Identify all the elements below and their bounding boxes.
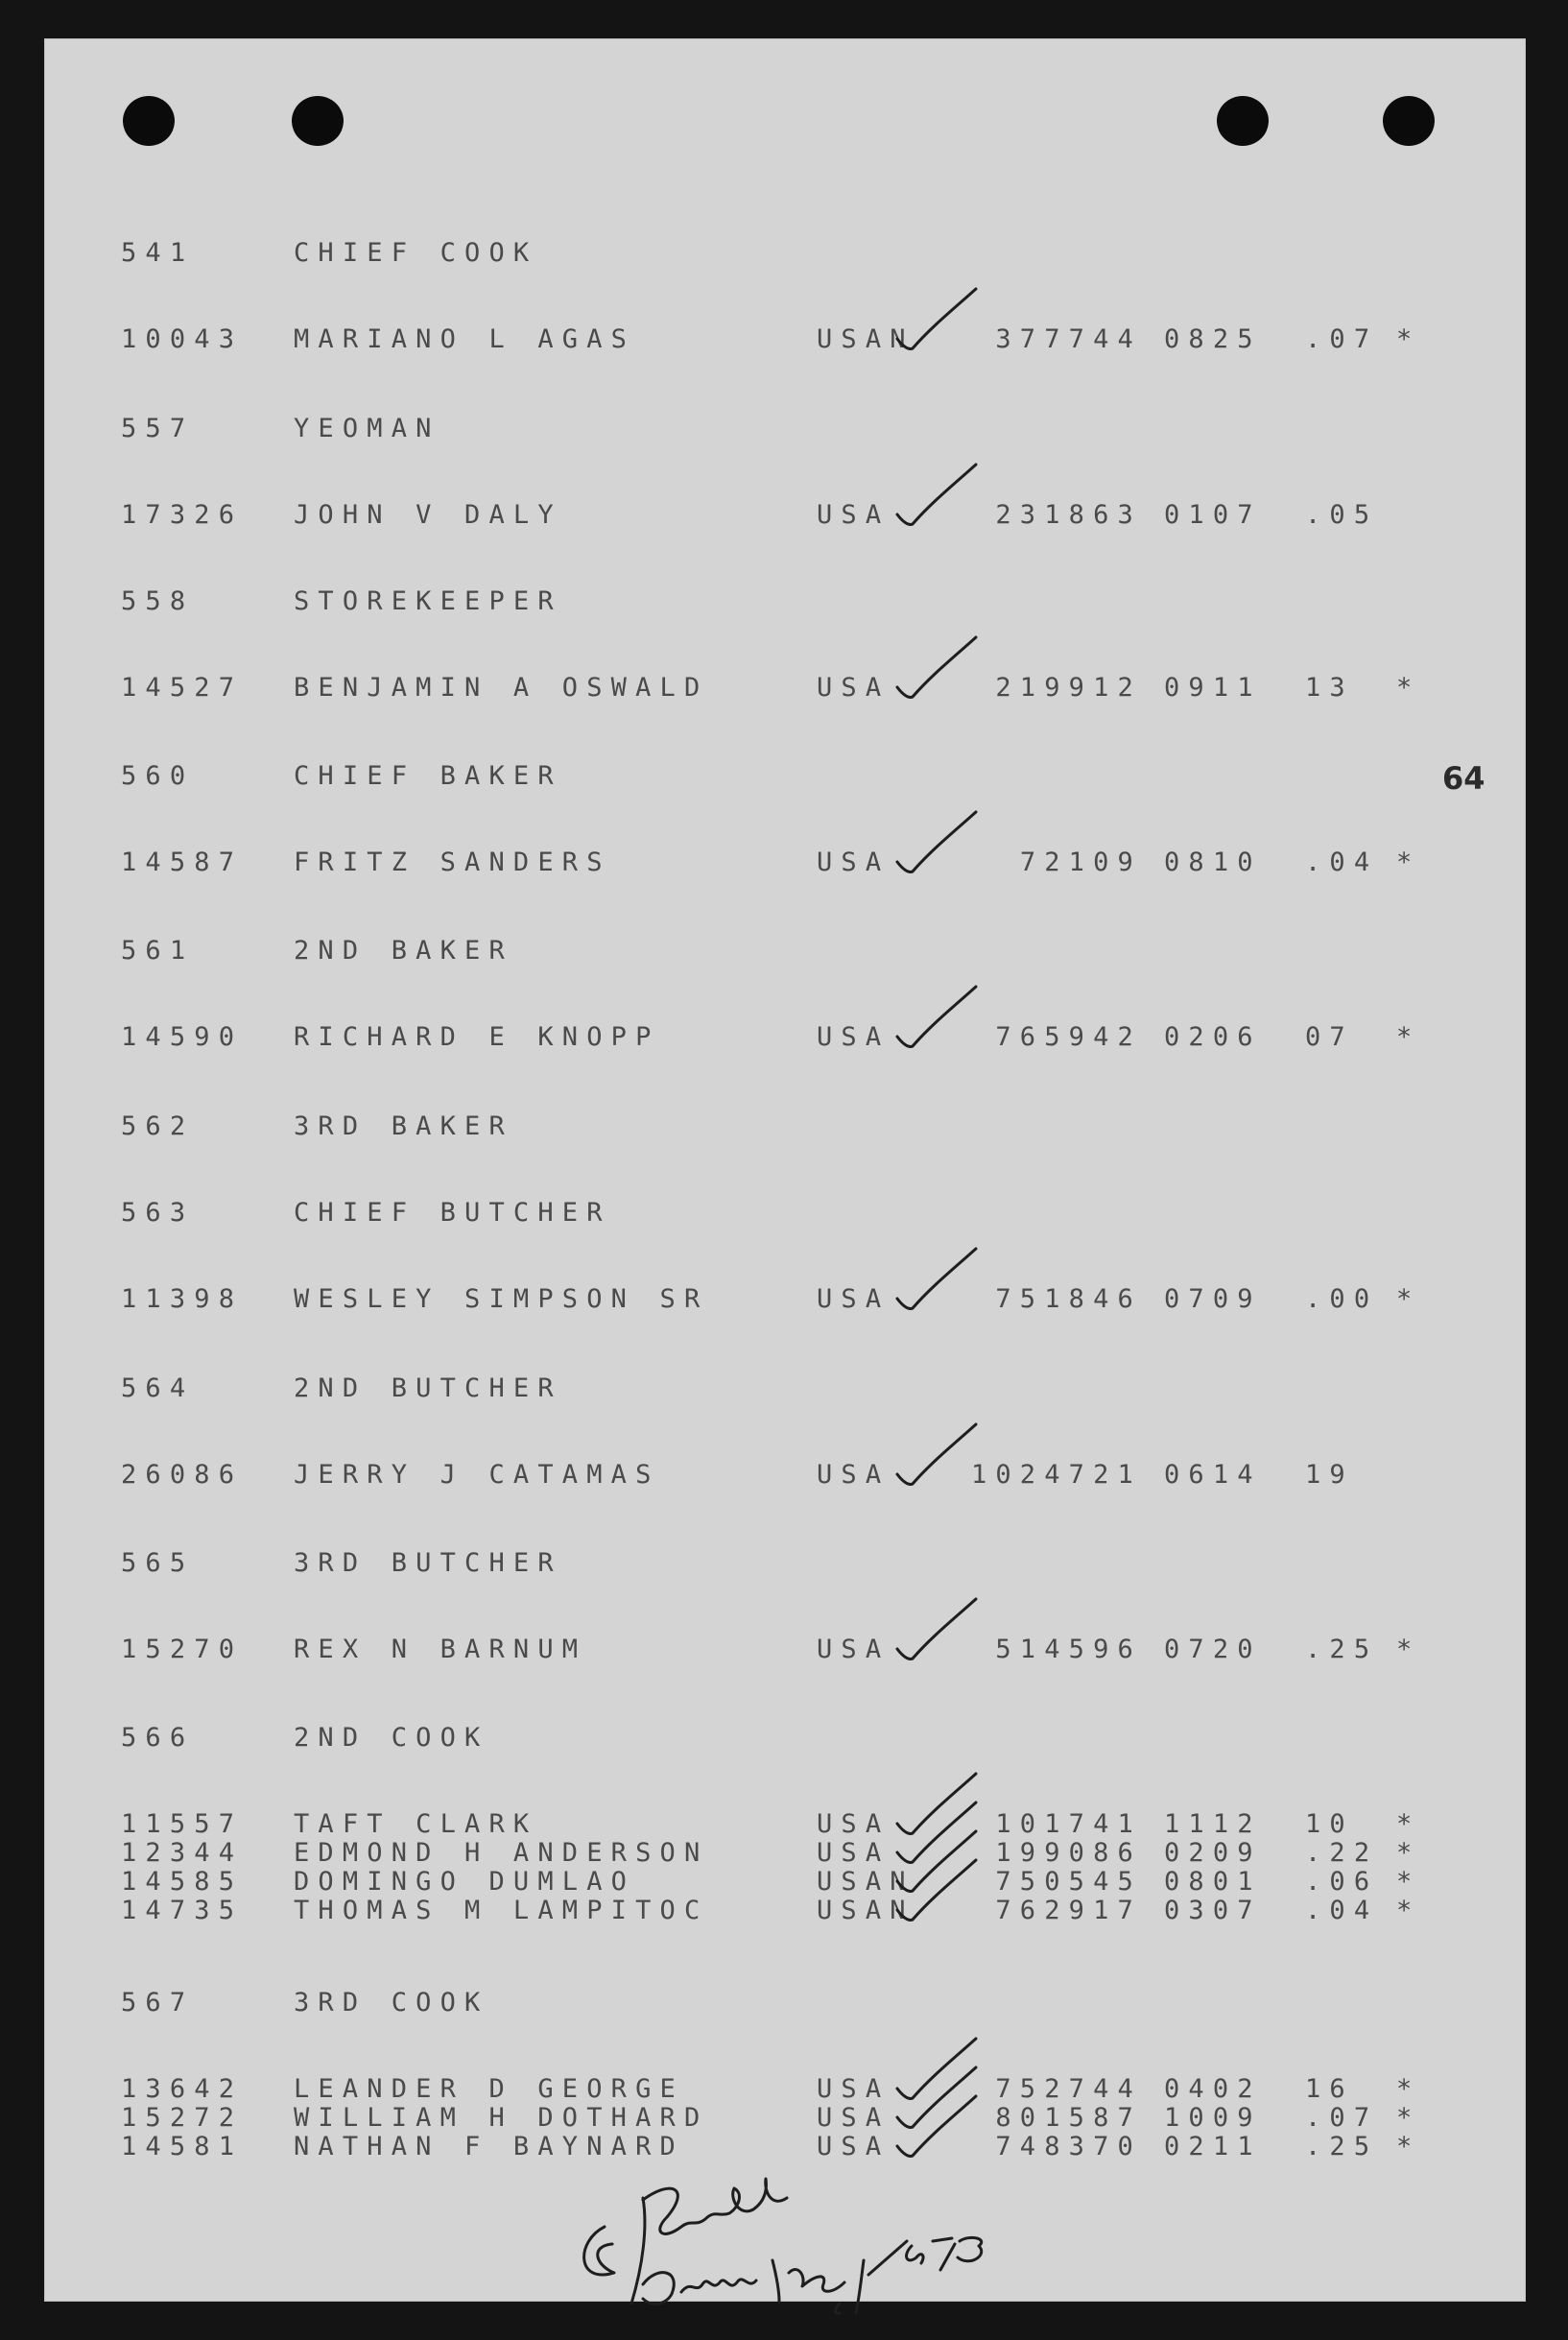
section-title: 3RD COOK (294, 1988, 489, 2018)
section-code: 564 (121, 1373, 195, 1403)
employee-id: 14585 (121, 1867, 244, 1897)
employee-name: REX N BARNUM (294, 1635, 587, 1664)
section-code: 562 (121, 1111, 195, 1141)
record-number: 101741 (995, 1809, 1142, 1839)
checkmark-icon (893, 459, 980, 531)
value: .04 (1305, 848, 1379, 877)
asterisk-mark: * (1396, 2074, 1421, 2104)
record-number: 762917 (995, 1896, 1142, 1925)
section-code: 558 (121, 586, 195, 616)
record-number: 377744 (995, 324, 1142, 354)
section-title: 2ND BAKER (294, 936, 513, 966)
section-title: 3RD BAKER (294, 1111, 513, 1141)
section-title: 2ND BUTCHER (294, 1373, 562, 1403)
citizenship: USAN (817, 324, 915, 354)
asterisk-mark: * (1396, 1635, 1421, 1664)
employee-name: DOMINGO DUMLAO (294, 1867, 636, 1897)
employee-id: 15272 (121, 2103, 244, 2133)
punch-hole (1217, 96, 1269, 146)
section-code: 563 (121, 1198, 195, 1228)
asterisk-mark: * (1396, 2103, 1421, 2133)
page-number: 64 (1442, 760, 1485, 797)
employee-name: MARIANO L AGAS (294, 324, 636, 354)
employee-name: JOHN V DALY (294, 500, 562, 530)
date-code: 0810 (1164, 848, 1262, 877)
document-page (44, 38, 1526, 2302)
section-code: 560 (121, 761, 195, 791)
citizenship: USA (817, 2132, 891, 2161)
citizenship: USA (817, 673, 891, 703)
value: .07 (1305, 2103, 1379, 2133)
employee-id: 14590 (121, 1022, 244, 1052)
section-title: YEOMAN (294, 414, 440, 443)
citizenship: USA (817, 848, 891, 877)
asterisk-mark: * (1396, 1838, 1421, 1868)
employee-name: TAFT CLARK (294, 1809, 538, 1839)
section-code: 566 (121, 1723, 195, 1753)
value: 13 (1305, 673, 1354, 703)
employee-id: 12344 (121, 1838, 244, 1868)
date-code: 0307 (1164, 1896, 1262, 1925)
asterisk-mark: * (1396, 2132, 1421, 2161)
record-number: 748370 (995, 2132, 1142, 2161)
employee-id: 10043 (121, 324, 244, 354)
date-code: 0911 (1164, 673, 1262, 703)
date-code: 0709 (1164, 1284, 1262, 1314)
employee-id: 15270 (121, 1635, 244, 1664)
asterisk-mark: * (1396, 673, 1421, 703)
date-code: 0825 (1164, 324, 1262, 354)
section-code: 557 (121, 414, 195, 443)
date-code: 0107 (1164, 500, 1262, 530)
section-code: 561 (121, 936, 195, 966)
record-number: 514596 (995, 1635, 1142, 1664)
value: .05 (1305, 500, 1379, 530)
date-code: 0801 (1164, 1867, 1262, 1897)
checkmark-icon (893, 1854, 980, 1926)
record-number: 72109 (1019, 848, 1142, 877)
employee-name: FRITZ SANDERS (294, 848, 611, 877)
employee-id: 14581 (121, 2132, 244, 2161)
record-number: 750545 (995, 1867, 1142, 1897)
citizenship: USA (817, 1838, 891, 1868)
checkmark-icon (893, 1419, 980, 1491)
punch-hole (123, 96, 175, 146)
citizenship: USA (817, 500, 891, 530)
date-code: 0720 (1164, 1635, 1262, 1664)
section-code: 567 (121, 1988, 195, 2018)
value: .25 (1305, 2132, 1379, 2161)
asterisk-mark: * (1396, 1284, 1421, 1314)
section-title: 3RD BUTCHER (294, 1548, 562, 1578)
employee-id: 14587 (121, 848, 244, 877)
punch-hole (292, 96, 344, 146)
value: 07 (1305, 1022, 1354, 1052)
employee-name: LEANDER D GEORGE (294, 2074, 684, 2104)
record-number: 199086 (995, 1838, 1142, 1868)
date-code: 0614 (1164, 1460, 1262, 1490)
section-code: 541 (121, 238, 195, 268)
employee-id: 11557 (121, 1809, 244, 1839)
value: .06 (1305, 1867, 1379, 1897)
checkmark-icon (893, 283, 980, 355)
asterisk-mark: * (1396, 1867, 1421, 1897)
employee-name: BENJAMIN A OSWALD (294, 673, 709, 703)
punch-hole (1383, 96, 1435, 146)
section-title: STOREKEEPER (294, 586, 562, 616)
handwritten-signature (576, 2150, 1027, 2323)
value: .07 (1305, 324, 1379, 354)
section-title: CHIEF BAKER (294, 761, 562, 791)
record-number: 751846 (995, 1284, 1142, 1314)
citizenship: USAN (817, 1896, 915, 1925)
employee-name: WILLIAM H DOTHARD (294, 2103, 709, 2133)
section-title: 2ND COOK (294, 1723, 489, 1753)
employee-name: WESLEY SIMPSON SR (294, 1284, 709, 1314)
date-code: 1112 (1164, 1809, 1262, 1839)
citizenship: USAN (817, 1867, 915, 1897)
value: .25 (1305, 1635, 1379, 1664)
checkmark-icon (893, 981, 980, 1053)
employee-name: THOMAS M LAMPITOC (294, 1896, 709, 1925)
record-number: 752744 (995, 2074, 1142, 2104)
section-title: CHIEF COOK (294, 238, 538, 268)
checkmark-icon (893, 632, 980, 704)
value: .00 (1305, 1284, 1379, 1314)
value: .22 (1305, 1838, 1379, 1868)
citizenship: USA (817, 2074, 891, 2104)
record-number: 1024721 (970, 1460, 1142, 1490)
section-title: CHIEF BUTCHER (294, 1198, 611, 1228)
record-number: 219912 (995, 673, 1142, 703)
date-code: 0211 (1164, 2132, 1262, 2161)
section-code: 565 (121, 1548, 195, 1578)
asterisk-mark: * (1396, 1896, 1421, 1925)
employee-name: JERRY J CATAMAS (294, 1460, 660, 1490)
employee-name: NATHAN F BAYNARD (294, 2132, 684, 2161)
checkmark-icon (893, 806, 980, 878)
value: .04 (1305, 1896, 1379, 1925)
value: 16 (1305, 2074, 1354, 2104)
employee-id: 17326 (121, 500, 244, 530)
employee-name: RICHARD E KNOPP (294, 1022, 660, 1052)
record-number: 231863 (995, 500, 1142, 530)
citizenship: USA (817, 1809, 891, 1839)
checkmark-icon (893, 1243, 980, 1315)
citizenship: USA (817, 1284, 891, 1314)
employee-id: 26086 (121, 1460, 244, 1490)
asterisk-mark: * (1396, 1022, 1421, 1052)
record-number: 801587 (995, 2103, 1142, 2133)
employee-id: 11398 (121, 1284, 244, 1314)
date-code: 0402 (1164, 2074, 1262, 2104)
citizenship: USA (817, 1635, 891, 1664)
citizenship: USA (817, 1022, 891, 1052)
citizenship: USA (817, 2103, 891, 2133)
checkmark-icon (893, 1593, 980, 1665)
employee-name: EDMOND H ANDERSON (294, 1838, 709, 1868)
date-code: 1009 (1164, 2103, 1262, 2133)
citizenship: USA (817, 1460, 891, 1490)
date-code: 0209 (1164, 1838, 1262, 1868)
asterisk-mark: * (1396, 324, 1421, 354)
employee-id: 14527 (121, 673, 244, 703)
value: 19 (1305, 1460, 1354, 1490)
date-code: 0206 (1164, 1022, 1262, 1052)
asterisk-mark: * (1396, 848, 1421, 877)
employee-id: 13642 (121, 2074, 244, 2104)
record-number: 765942 (995, 1022, 1142, 1052)
value: 10 (1305, 1809, 1354, 1839)
asterisk-mark: * (1396, 1809, 1421, 1839)
employee-id: 14735 (121, 1896, 244, 1925)
